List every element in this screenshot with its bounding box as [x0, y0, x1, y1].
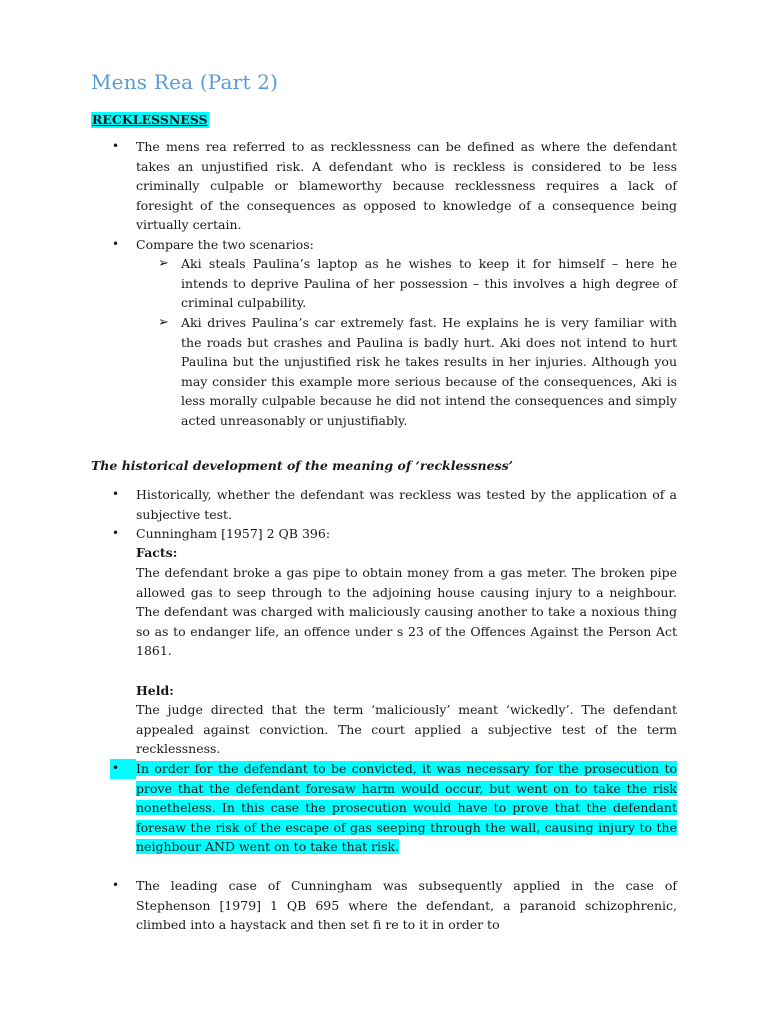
case-citation-cunningham: Cunningham [1957] 2 QB 396:: [136, 526, 331, 541]
paragraph-recklessness-definition: The mens rea referred to as recklessness can be defined as where the defendant takes an unjustified risk. A defendant who is reckless is considered to be less criminally culpable or blameworthy because recklessness requires a lack of foresight of the consequences as opposed to knowledge of a consequence being virtually certain.: [136, 139, 677, 232]
bullet-icon: •: [112, 526, 120, 540]
paragraph-held: The judge directed that the term ‘maliciously’ meant ‘wickedly’. The defendant appealed against conviction. The court applied a subjective test of the term recklessness.: [136, 702, 677, 756]
page-title: Mens Rea (Part 2): [91, 70, 279, 94]
section-heading-recklessness: RECKLESSNESS: [92, 112, 208, 127]
scenario-car: Aki drives Paulina’s car extremely fast. He explains he is very familiar with the roads but crashes and Paulina is badly hurt. Aki does not intend to hurt Paulina but the unjustified risk he takes results in her injuries. Although you may consider this example more serious because of the consequences, Aki is less morally culpable because he did not intend the consequences and simply acted unreasonably or unjustifiably.: [181, 315, 677, 428]
bullet-icon: •: [112, 139, 120, 153]
facts-label: Facts:: [136, 545, 178, 560]
paragraph-stephenson: The leading case of Cunningham was subsequently applied in the case of Stephenson [1979] 1 QB 695 where the defendant, a paranoid schizophrenic, climbed into a haystack and then set fi re to it in order to: [136, 878, 677, 932]
paragraph-subjective-test: Historically, whether the defendant was reckless was tested by the application of a subjective test.: [136, 487, 677, 522]
paragraph-highlighted-prosecution: [136, 759, 677, 857]
scenario-laptop: Aki steals Paulina’s laptop as he wishes to keep it for himself – here he intends to deprive Paulina of her possession – this involves a high degree of criminal culpability.: [181, 256, 677, 310]
arrow-bullet-icon: ➢: [158, 256, 169, 271]
paragraph-facts: The defendant broke a gas pipe to obtain money from a gas meter. The broken pipe allowed gas to seep through to the adjoining house causing injury to a neighbour. The defendant was charged with maliciously causing another to take a noxious thing so as to endanger life, an offence under s 23 of the Offences Against the Person Act 1861.: [136, 565, 677, 658]
arrow-bullet-icon: ➢: [158, 315, 169, 330]
subheading-historical-development: The historical development of the meaning of ‘recklessness’: [91, 458, 513, 473]
highlighted-text: In order for the defendant to be convicted, it was necessary for the prosecution to prove that the defendant foresaw harm would occur, but went on to take the risk nonetheless. In this case the prosecution would have to prove that the defendant foresaw the risk of the escape of gas seeping through the wall, causing injury to the neighbour AND went on to take that risk.: [136, 761, 677, 854]
bullet-icon: •: [112, 878, 120, 892]
bullet-icon: •: [110, 759, 136, 779]
bullet-icon: •: [112, 237, 120, 251]
bullet-icon: •: [112, 487, 120, 501]
paragraph-compare-scenarios: Compare the two scenarios:: [136, 237, 314, 252]
held-label: Held:: [136, 683, 174, 698]
